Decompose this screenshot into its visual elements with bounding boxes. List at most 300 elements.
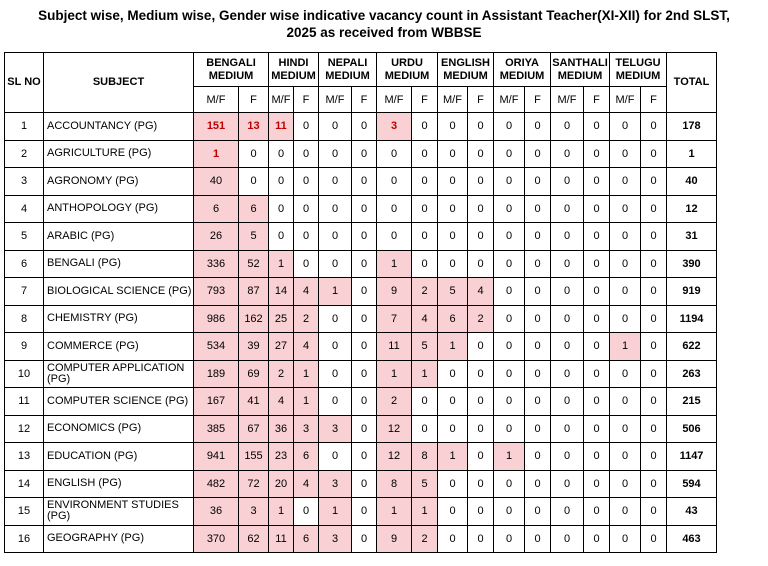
header-medium: TELUGU MEDIUM xyxy=(610,53,667,87)
header-f: F xyxy=(239,87,269,113)
value-cell: 167 xyxy=(194,388,239,416)
value-cell: 0 xyxy=(641,113,667,141)
value-cell: 0 xyxy=(525,388,551,416)
value-cell: 151 xyxy=(194,113,239,141)
header-sl-no: SL NO xyxy=(5,53,44,113)
value-cell: 0 xyxy=(412,250,438,278)
header-f: F xyxy=(525,87,551,113)
value-cell: 0 xyxy=(352,525,377,553)
value-cell: 385 xyxy=(194,415,239,443)
value-cell: 0 xyxy=(377,140,412,168)
value-cell: 0 xyxy=(551,498,584,526)
value-cell: 0 xyxy=(610,140,641,168)
total-cell: 1 xyxy=(667,140,717,168)
value-cell: 39 xyxy=(239,333,269,361)
value-cell: 0 xyxy=(551,415,584,443)
value-cell: 0 xyxy=(551,113,584,141)
value-cell: 0 xyxy=(468,443,494,471)
value-cell: 189 xyxy=(194,360,239,388)
value-cell: 0 xyxy=(352,388,377,416)
value-cell: 0 xyxy=(494,498,525,526)
value-cell: 1 xyxy=(412,360,438,388)
value-cell: 0 xyxy=(352,443,377,471)
value-cell: 0 xyxy=(319,443,352,471)
total-cell: 1194 xyxy=(667,305,717,333)
value-cell: 986 xyxy=(194,305,239,333)
value-cell: 941 xyxy=(194,443,239,471)
value-cell: 0 xyxy=(551,333,584,361)
value-cell: 162 xyxy=(239,305,269,333)
value-cell: 0 xyxy=(525,443,551,471)
total-cell: 215 xyxy=(667,388,717,416)
value-cell: 0 xyxy=(584,360,610,388)
value-cell: 0 xyxy=(377,195,412,223)
value-cell: 0 xyxy=(641,223,667,251)
value-cell: 0 xyxy=(319,305,352,333)
value-cell: 1 xyxy=(610,333,641,361)
header-f: F xyxy=(294,87,319,113)
value-cell: 0 xyxy=(352,168,377,196)
value-cell: 0 xyxy=(551,140,584,168)
value-cell: 62 xyxy=(239,525,269,553)
value-cell: 0 xyxy=(610,223,641,251)
value-cell: 0 xyxy=(438,250,468,278)
table-row xyxy=(5,250,717,278)
value-cell: 3 xyxy=(319,415,352,443)
value-cell: 0 xyxy=(584,443,610,471)
value-cell: 0 xyxy=(294,250,319,278)
subject-cell: ENGLISH (PG) xyxy=(44,470,194,498)
value-cell: 5 xyxy=(412,470,438,498)
value-cell: 0 xyxy=(610,305,641,333)
value-cell: 0 xyxy=(377,223,412,251)
value-cell: 0 xyxy=(294,195,319,223)
value-cell: 0 xyxy=(468,333,494,361)
value-cell: 2 xyxy=(269,360,294,388)
header-f: F xyxy=(352,87,377,113)
value-cell: 3 xyxy=(319,525,352,553)
value-cell: 0 xyxy=(525,168,551,196)
value-cell: 0 xyxy=(641,388,667,416)
value-cell: 41 xyxy=(239,388,269,416)
value-cell: 0 xyxy=(525,278,551,306)
value-cell: 0 xyxy=(641,195,667,223)
subject-cell: COMPUTER SCIENCE (PG) xyxy=(44,388,194,416)
header-mf: M/F xyxy=(194,87,239,113)
value-cell: 4 xyxy=(294,333,319,361)
subject-cell: COMPUTER APPLICATION (PG) xyxy=(44,360,194,388)
value-cell: 0 xyxy=(438,168,468,196)
value-cell: 0 xyxy=(610,415,641,443)
total-cell: 1147 xyxy=(667,443,717,471)
value-cell: 0 xyxy=(610,525,641,553)
header-medium: ORIYA MEDIUM xyxy=(494,53,551,87)
header-f: F xyxy=(412,87,438,113)
value-cell: 0 xyxy=(352,333,377,361)
value-cell: 0 xyxy=(319,388,352,416)
value-cell: 1 xyxy=(438,443,468,471)
value-cell: 0 xyxy=(319,195,352,223)
value-cell: 0 xyxy=(319,168,352,196)
value-cell: 0 xyxy=(294,140,319,168)
value-cell: 0 xyxy=(584,525,610,553)
total-cell: 31 xyxy=(667,223,717,251)
value-cell: 0 xyxy=(584,223,610,251)
value-cell: 0 xyxy=(412,388,438,416)
sl-cell: 12 xyxy=(5,415,44,443)
value-cell: 0 xyxy=(468,525,494,553)
sl-cell: 11 xyxy=(5,388,44,416)
value-cell: 0 xyxy=(584,388,610,416)
header-medium: BENGALI MEDIUM xyxy=(194,53,269,87)
table-row xyxy=(5,525,717,553)
value-cell: 0 xyxy=(438,360,468,388)
value-cell: 6 xyxy=(294,443,319,471)
table-row xyxy=(5,443,717,471)
value-cell: 0 xyxy=(641,415,667,443)
value-cell: 0 xyxy=(468,360,494,388)
value-cell: 0 xyxy=(352,113,377,141)
header-medium: ENGLISH MEDIUM xyxy=(438,53,494,87)
value-cell: 0 xyxy=(584,140,610,168)
value-cell: 0 xyxy=(294,113,319,141)
value-cell: 0 xyxy=(468,195,494,223)
value-cell: 0 xyxy=(438,195,468,223)
value-cell: 0 xyxy=(584,113,610,141)
value-cell: 0 xyxy=(468,415,494,443)
total-cell: 919 xyxy=(667,278,717,306)
value-cell: 6 xyxy=(294,525,319,553)
value-cell: 0 xyxy=(438,415,468,443)
subject-cell: BENGALI (PG) xyxy=(44,250,194,278)
value-cell: 0 xyxy=(494,140,525,168)
value-cell: 0 xyxy=(494,223,525,251)
value-cell: 0 xyxy=(438,498,468,526)
subject-cell: ECONOMICS (PG) xyxy=(44,415,194,443)
value-cell: 0 xyxy=(584,278,610,306)
value-cell: 0 xyxy=(641,525,667,553)
subject-cell: AGRONOMY (PG) xyxy=(44,168,194,196)
subject-cell: COMMERCE (PG) xyxy=(44,333,194,361)
total-cell: 594 xyxy=(667,470,717,498)
value-cell: 0 xyxy=(610,388,641,416)
sl-cell: 6 xyxy=(5,250,44,278)
header-f: F xyxy=(468,87,494,113)
value-cell: 0 xyxy=(584,305,610,333)
value-cell: 11 xyxy=(269,113,294,141)
value-cell: 0 xyxy=(412,140,438,168)
value-cell: 1 xyxy=(294,360,319,388)
header-medium: NEPALI MEDIUM xyxy=(319,53,377,87)
sl-cell: 4 xyxy=(5,195,44,223)
table-row xyxy=(5,305,717,333)
value-cell: 0 xyxy=(294,498,319,526)
value-cell: 2 xyxy=(468,305,494,333)
value-cell: 1 xyxy=(412,498,438,526)
header-mf: M/F xyxy=(319,87,352,113)
header-mf: M/F xyxy=(610,87,641,113)
table-body xyxy=(5,113,717,553)
value-cell: 0 xyxy=(551,388,584,416)
value-cell: 1 xyxy=(377,498,412,526)
value-cell: 0 xyxy=(438,388,468,416)
value-cell: 336 xyxy=(194,250,239,278)
value-cell: 7 xyxy=(377,305,412,333)
value-cell: 87 xyxy=(239,278,269,306)
sl-cell: 10 xyxy=(5,360,44,388)
value-cell: 0 xyxy=(525,195,551,223)
value-cell: 2 xyxy=(412,525,438,553)
sl-cell: 9 xyxy=(5,333,44,361)
header-f: F xyxy=(641,87,667,113)
value-cell: 0 xyxy=(551,250,584,278)
sl-cell: 13 xyxy=(5,443,44,471)
sl-cell: 1 xyxy=(5,113,44,141)
value-cell: 0 xyxy=(494,305,525,333)
header-medium: SANTHALI MEDIUM xyxy=(551,53,610,87)
subject-cell: GEOGRAPHY (PG) xyxy=(44,525,194,553)
header-mf: M/F xyxy=(551,87,584,113)
value-cell: 8 xyxy=(377,470,412,498)
value-cell: 1 xyxy=(319,498,352,526)
subject-cell: ACCOUNTANCY (PG) xyxy=(44,113,194,141)
value-cell: 12 xyxy=(377,443,412,471)
value-cell: 0 xyxy=(468,140,494,168)
value-cell: 11 xyxy=(377,333,412,361)
page-title xyxy=(0,0,768,44)
value-cell: 0 xyxy=(525,250,551,278)
value-cell: 0 xyxy=(584,498,610,526)
value-cell: 69 xyxy=(239,360,269,388)
value-cell: 4 xyxy=(294,278,319,306)
value-cell: 0 xyxy=(494,360,525,388)
value-cell: 0 xyxy=(494,278,525,306)
value-cell: 0 xyxy=(352,195,377,223)
table-row xyxy=(5,113,717,141)
value-cell: 0 xyxy=(438,470,468,498)
total-cell: 40 xyxy=(667,168,717,196)
value-cell: 0 xyxy=(319,333,352,361)
value-cell: 482 xyxy=(194,470,239,498)
value-cell: 0 xyxy=(412,223,438,251)
total-cell: 12 xyxy=(667,195,717,223)
value-cell: 0 xyxy=(584,333,610,361)
value-cell: 0 xyxy=(468,470,494,498)
value-cell: 0 xyxy=(525,140,551,168)
value-cell: 0 xyxy=(610,470,641,498)
value-cell: 0 xyxy=(377,168,412,196)
header-medium: URDU MEDIUM xyxy=(377,53,438,87)
value-cell: 0 xyxy=(584,168,610,196)
table-row xyxy=(5,223,717,251)
sl-cell: 8 xyxy=(5,305,44,333)
value-cell: 0 xyxy=(641,305,667,333)
value-cell: 0 xyxy=(352,140,377,168)
table-row xyxy=(5,140,717,168)
value-cell: 4 xyxy=(269,388,294,416)
value-cell: 5 xyxy=(438,278,468,306)
value-cell: 1 xyxy=(269,498,294,526)
value-cell: 0 xyxy=(641,443,667,471)
value-cell: 0 xyxy=(551,360,584,388)
total-cell: 390 xyxy=(667,250,717,278)
table-row xyxy=(5,195,717,223)
value-cell: 0 xyxy=(494,113,525,141)
value-cell: 1 xyxy=(377,360,412,388)
value-cell: 0 xyxy=(494,168,525,196)
value-cell: 0 xyxy=(494,470,525,498)
value-cell: 0 xyxy=(584,415,610,443)
value-cell: 0 xyxy=(584,195,610,223)
value-cell: 12 xyxy=(377,415,412,443)
sl-cell: 3 xyxy=(5,168,44,196)
subject-cell: ENVIRONMENT STUDIES (PG) xyxy=(44,498,194,526)
value-cell: 0 xyxy=(352,498,377,526)
value-cell: 0 xyxy=(438,113,468,141)
value-cell: 0 xyxy=(610,360,641,388)
value-cell: 0 xyxy=(641,250,667,278)
value-cell: 0 xyxy=(641,333,667,361)
header-medium: HINDI MEDIUM xyxy=(269,53,319,87)
value-cell: 2 xyxy=(294,305,319,333)
value-cell: 0 xyxy=(551,195,584,223)
title-line-2: 2025 as received from WBBSE xyxy=(286,25,482,40)
value-cell: 4 xyxy=(468,278,494,306)
value-cell: 370 xyxy=(194,525,239,553)
value-cell: 1 xyxy=(377,250,412,278)
total-cell: 178 xyxy=(667,113,717,141)
value-cell: 0 xyxy=(584,250,610,278)
value-cell: 0 xyxy=(239,168,269,196)
value-cell: 0 xyxy=(610,498,641,526)
value-cell: 0 xyxy=(468,388,494,416)
header-mf: M/F xyxy=(269,87,294,113)
value-cell: 6 xyxy=(438,305,468,333)
value-cell: 0 xyxy=(641,498,667,526)
value-cell: 0 xyxy=(269,223,294,251)
value-cell: 0 xyxy=(525,333,551,361)
value-cell: 8 xyxy=(412,443,438,471)
subject-cell: BIOLOGICAL SCIENCE (PG) xyxy=(44,278,194,306)
table-row xyxy=(5,470,717,498)
value-cell: 9 xyxy=(377,525,412,553)
table-row xyxy=(5,360,717,388)
value-cell: 0 xyxy=(610,195,641,223)
value-cell: 0 xyxy=(525,223,551,251)
table-row xyxy=(5,168,717,196)
value-cell: 27 xyxy=(269,333,294,361)
value-cell: 0 xyxy=(610,113,641,141)
value-cell: 0 xyxy=(294,168,319,196)
value-cell: 155 xyxy=(239,443,269,471)
value-cell: 0 xyxy=(525,415,551,443)
value-cell: 1 xyxy=(194,140,239,168)
value-cell: 1 xyxy=(438,333,468,361)
value-cell: 0 xyxy=(525,305,551,333)
value-cell: 4 xyxy=(294,470,319,498)
value-cell: 0 xyxy=(352,250,377,278)
value-cell: 0 xyxy=(610,250,641,278)
value-cell: 0 xyxy=(352,305,377,333)
sl-cell: 7 xyxy=(5,278,44,306)
value-cell: 0 xyxy=(551,278,584,306)
value-cell: 0 xyxy=(494,333,525,361)
value-cell: 23 xyxy=(269,443,294,471)
value-cell: 0 xyxy=(412,415,438,443)
value-cell: 3 xyxy=(294,415,319,443)
sl-cell: 16 xyxy=(5,525,44,553)
value-cell: 534 xyxy=(194,333,239,361)
value-cell: 1 xyxy=(269,250,294,278)
value-cell: 0 xyxy=(641,360,667,388)
subject-cell: CHEMISTRY (PG) xyxy=(44,305,194,333)
subject-cell: EDUCATION (PG) xyxy=(44,443,194,471)
value-cell: 2 xyxy=(377,388,412,416)
value-cell: 0 xyxy=(468,498,494,526)
value-cell: 1 xyxy=(319,278,352,306)
value-cell: 0 xyxy=(525,360,551,388)
header-f: F xyxy=(584,87,610,113)
value-cell: 0 xyxy=(438,140,468,168)
value-cell: 0 xyxy=(352,360,377,388)
value-cell: 20 xyxy=(269,470,294,498)
value-cell: 3 xyxy=(377,113,412,141)
value-cell: 36 xyxy=(269,415,294,443)
value-cell: 0 xyxy=(269,140,294,168)
value-cell: 0 xyxy=(610,168,641,196)
value-cell: 0 xyxy=(438,223,468,251)
value-cell: 0 xyxy=(525,525,551,553)
sl-cell: 14 xyxy=(5,470,44,498)
value-cell: 0 xyxy=(352,223,377,251)
value-cell: 0 xyxy=(525,498,551,526)
value-cell: 67 xyxy=(239,415,269,443)
sl-cell: 5 xyxy=(5,223,44,251)
subject-cell: AGRICULTURE (PG) xyxy=(44,140,194,168)
value-cell: 14 xyxy=(269,278,294,306)
value-cell: 0 xyxy=(352,278,377,306)
value-cell: 0 xyxy=(269,168,294,196)
value-cell: 0 xyxy=(641,278,667,306)
total-cell: 43 xyxy=(667,498,717,526)
value-cell: 0 xyxy=(412,195,438,223)
value-cell: 0 xyxy=(551,305,584,333)
sl-cell: 2 xyxy=(5,140,44,168)
value-cell: 1 xyxy=(494,443,525,471)
value-cell: 0 xyxy=(319,250,352,278)
sl-cell: 15 xyxy=(5,498,44,526)
total-cell: 263 xyxy=(667,360,717,388)
value-cell: 5 xyxy=(412,333,438,361)
value-cell: 0 xyxy=(551,223,584,251)
table-row xyxy=(5,333,717,361)
value-cell: 5 xyxy=(239,223,269,251)
value-cell: 0 xyxy=(494,388,525,416)
value-cell: 0 xyxy=(525,470,551,498)
value-cell: 6 xyxy=(194,195,239,223)
header-total: TOTAL xyxy=(667,53,717,113)
value-cell: 3 xyxy=(319,470,352,498)
value-cell: 0 xyxy=(412,113,438,141)
header-subject: SUBJECT xyxy=(44,53,194,113)
value-cell: 36 xyxy=(194,498,239,526)
total-cell: 622 xyxy=(667,333,717,361)
table-row xyxy=(5,388,717,416)
value-cell: 0 xyxy=(412,168,438,196)
table-row xyxy=(5,498,717,526)
value-cell: 0 xyxy=(525,113,551,141)
value-cell: 0 xyxy=(468,250,494,278)
